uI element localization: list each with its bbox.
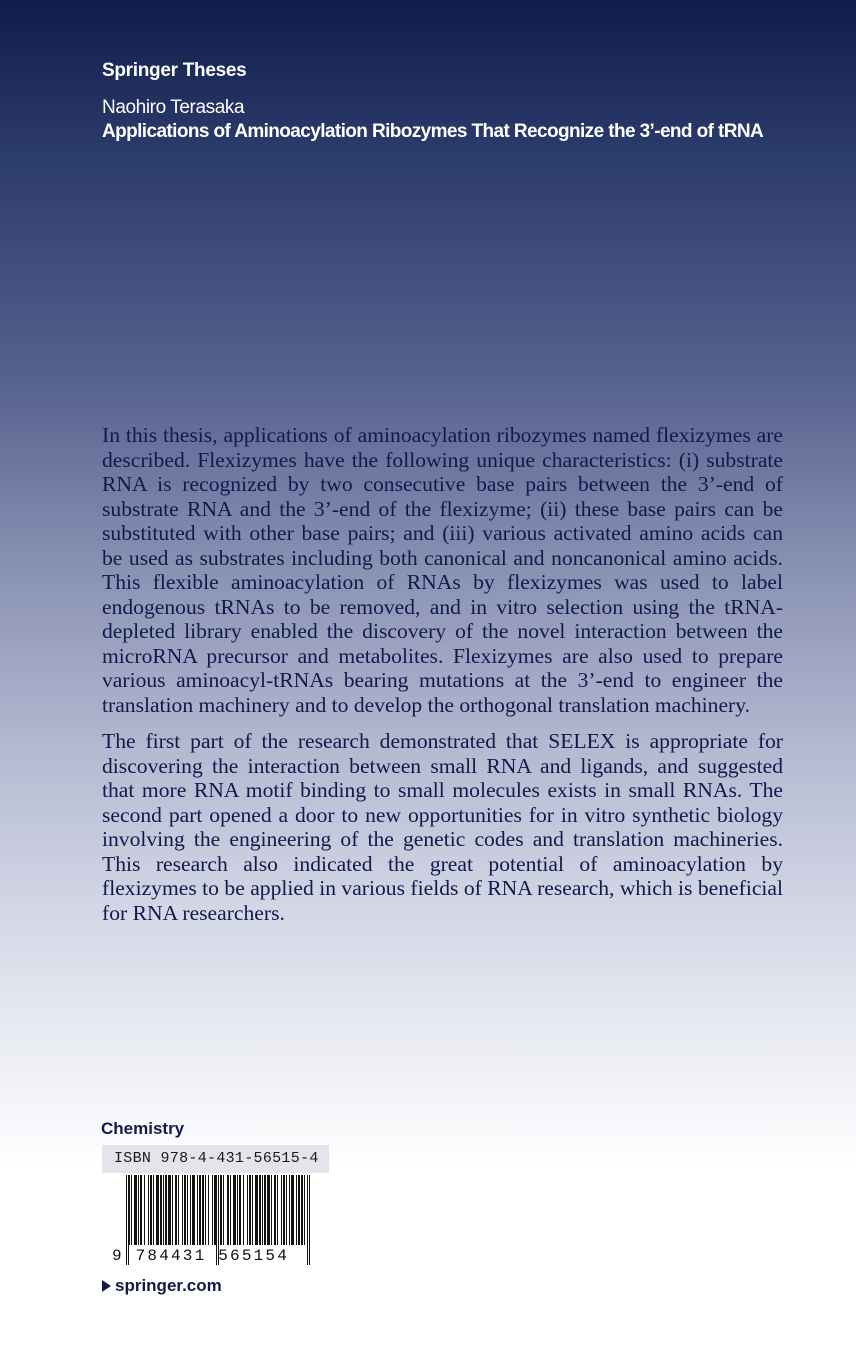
barcode-bar xyxy=(214,1175,216,1245)
barcode-bar xyxy=(150,1175,152,1245)
barcode-bar xyxy=(298,1175,300,1245)
barcode-bar xyxy=(165,1175,167,1245)
website-link[interactable] xyxy=(102,1276,222,1296)
barcode-bar xyxy=(255,1175,258,1245)
barcode-bar xyxy=(131,1175,132,1245)
play-arrow-icon xyxy=(102,1280,111,1292)
isbn-label: ISBN 978-4-431-56515-4 xyxy=(102,1145,329,1173)
barcode-bar xyxy=(271,1175,272,1245)
barcode-bar xyxy=(223,1175,224,1245)
barcode-bar xyxy=(237,1175,238,1245)
barcode-bar xyxy=(144,1175,145,1245)
barcode-bar xyxy=(262,1175,263,1245)
barcode-bar xyxy=(301,1175,303,1245)
barcode-bar xyxy=(168,1175,171,1245)
barcode-bar xyxy=(286,1175,287,1245)
barcode-bar xyxy=(184,1175,186,1245)
barcode-block xyxy=(102,1145,329,1269)
barcode-bar xyxy=(267,1175,270,1245)
barcode-bar xyxy=(187,1175,188,1245)
series-name: Springer Theses xyxy=(102,60,247,81)
barcode-bar xyxy=(182,1175,183,1245)
barcode-bar xyxy=(156,1175,159,1245)
barcode-bar xyxy=(160,1175,162,1245)
barcode-bar xyxy=(274,1175,276,1245)
barcode-bar xyxy=(175,1175,177,1245)
barcode-bar xyxy=(233,1175,236,1245)
barcode-bar xyxy=(138,1175,139,1245)
barcode-bar xyxy=(252,1175,253,1245)
barcode-bar xyxy=(148,1175,149,1245)
barcode-bar xyxy=(291,1175,294,1245)
barcode-bar xyxy=(243,1175,244,1245)
subject-category: Chemistry xyxy=(101,1119,185,1138)
barcode-bar xyxy=(281,1175,282,1245)
barcode-bar xyxy=(289,1175,290,1245)
barcode-bar xyxy=(199,1175,201,1245)
barcode-bar xyxy=(140,1175,142,1245)
barcode-bar xyxy=(249,1175,251,1245)
barcode xyxy=(102,1173,329,1269)
barcode-bar xyxy=(192,1175,195,1245)
barcode-bar xyxy=(134,1175,137,1245)
barcode-bar xyxy=(153,1175,154,1245)
barcode-bar xyxy=(172,1175,173,1245)
author-name: Naohiro Terasaka xyxy=(102,97,245,118)
barcode-bar xyxy=(202,1175,204,1245)
abstract-paragraph-1: In this thesis, applications of aminoacylation ribozymes named flexizymes are described. Flexizymes have the following unique characteristics: (i) substrate RNA is recognized by two consecutive base pairs between the 3’-end of substrate RNA and the 3’-end of the flexizyme; (ii) these base pairs can be substituted with other base pairs; and (iii) various activated amino acids can be used as substrates including both canonical and noncanonical amino acids. This flexible aminoacylation of RNAs by flexizymes was used to label endogenous tRNAs to be removed, and in vitro selection using the tRNA-depleted library enabled the discovery of the novel interaction between the microRNA precursor and metabolites. Flexizymes are also used to prepare various aminoacyl-tRNAs bearing mutations at the 3’-end to engineer the translation machinery and to develop the orthogonal translation machinery. xyxy=(102,423,783,717)
barcode-bar xyxy=(247,1175,248,1245)
barcode-bar xyxy=(230,1175,231,1245)
barcode-bar xyxy=(259,1175,261,1245)
barcode-bar xyxy=(190,1175,191,1245)
website-text: springer.com xyxy=(115,1276,222,1295)
barcode-bar xyxy=(239,1175,241,1245)
barcode-bar xyxy=(264,1175,266,1245)
barcode-bar xyxy=(205,1175,206,1245)
barcode-bar xyxy=(283,1175,285,1245)
barcode-bar xyxy=(208,1175,209,1245)
barcode-bar xyxy=(296,1175,297,1245)
barcode-bar xyxy=(304,1175,305,1245)
barcode-bar xyxy=(227,1175,229,1245)
barcode-bar xyxy=(220,1175,222,1245)
barcode-bar xyxy=(277,1175,278,1245)
barcode-bar xyxy=(197,1175,198,1245)
abstract xyxy=(102,423,783,937)
barcode-bar xyxy=(212,1175,213,1245)
barcode-bar xyxy=(163,1175,164,1245)
barcode-digits: 9 784431 565154 xyxy=(112,1247,290,1265)
abstract-paragraph-2: The first part of the research demonstrated that SELEX is appropriate for discovering the interaction between small RNA and ligands, and suggested that more RNA motif binding to small molecules exists in small RNAs. The second part opened a door to new opportunities for in vitro synthetic biology involving the engineering of the genetic codes and translation machineries. This research also indicated the great potential of aminoacylation by flexizymes to be applied in various fields of RNA research, which is beneficial for RNA researchers. xyxy=(102,729,783,925)
barcode-bar xyxy=(178,1175,179,1245)
book-title: Applications of Aminoacylation Ribozymes That Recognize the 3’-end of tRNA xyxy=(102,121,764,142)
